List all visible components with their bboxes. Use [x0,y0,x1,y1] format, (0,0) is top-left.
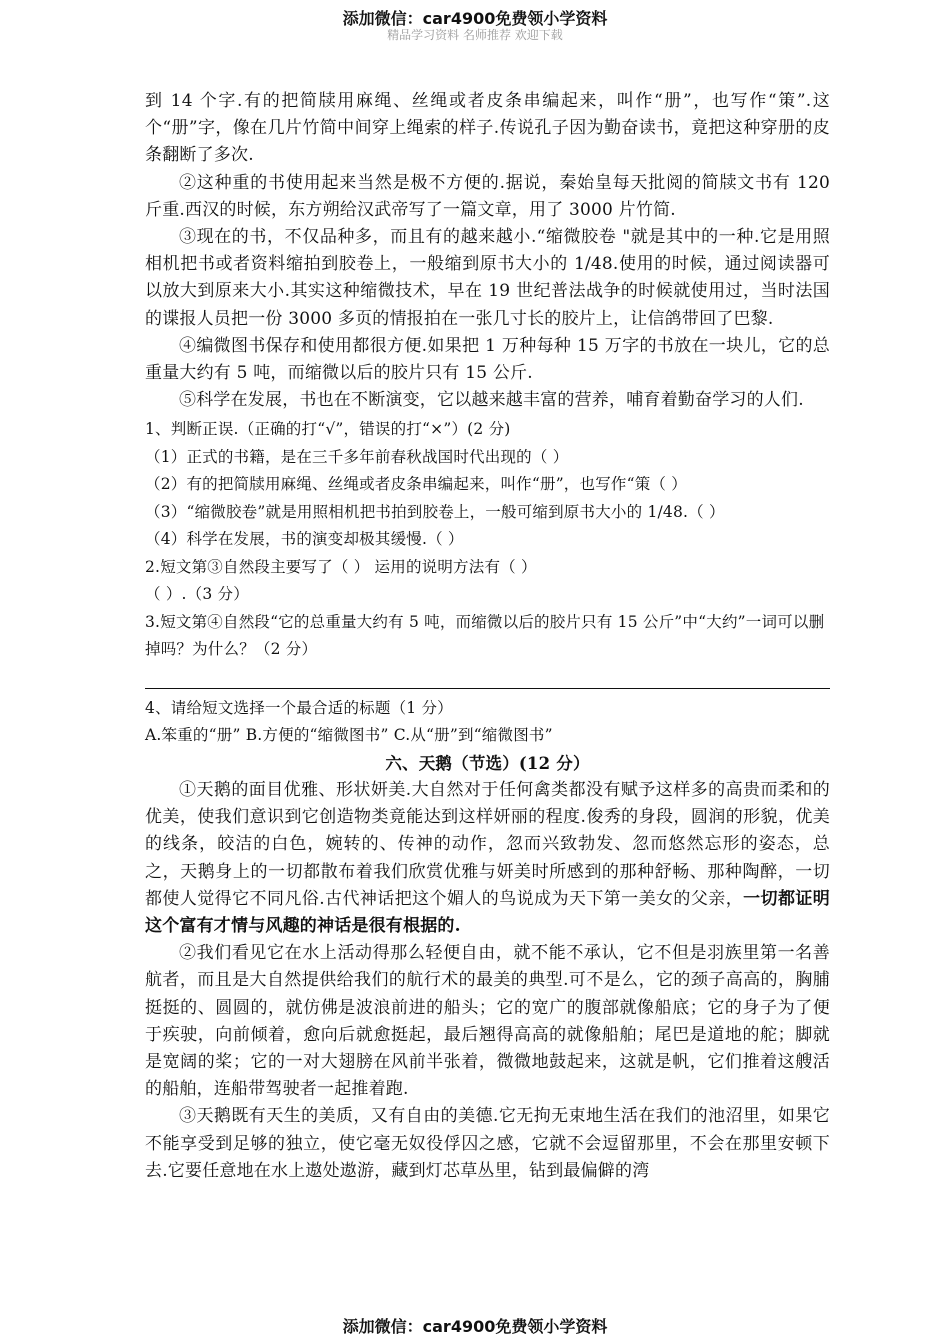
paragraph-2: ②这种重的书使用起来当然是极不方便的.据说，秦始皇每天批阅的简牍文书有 120 斤重.西汉的时候，东方朔给汉武帝写了一篇文章，用了 3000 片竹简. [145,172,830,220]
paragraph-3: ③现在的书，不仅品种多，而且有的越来越小.“缩微胶卷 "就是其中的一种.它是用照相机把书或者资料缩拍到胶卷上，一般缩到原书大小的 1/48.使用的时候，通过阅读器可以放大到原来大小.其实这种缩微技术，早在 19 世纪普法战争的时候就使用过，当时法国的谍报人员把一份 3000 多页的情报拍在一张几寸长的胶片上，让信鸽带回了巴黎. [145,227,830,329]
watermark-bottom: 添加微信：car4900免费领小学资料 [342,1317,608,1336]
document-body [145,88,830,1185]
question-4-options: A.笨重的“册” B.方便的“缩微图书” C.从“册”到“缩微图书” [145,726,553,745]
question-2: 2.短文第③自然段主要写了（ ） 运用的说明方法有（ ） [145,557,537,576]
question-1-item-4: （4）科学在发展，书的演变却极其缓慢.（ ） [145,530,464,549]
question-1-item-2: （2）有的把简牍用麻绳、丝绳或者皮条串编起来，叫作“册”，也写作“策（ ） [145,475,687,494]
swan-paragraph-1 [145,777,830,940]
swan-paragraph-1-text: ①天鹅的面目优雅、形状妍美.大自然对于任何禽类都没有赋予这样多的高贵而柔和的优美，使我们意识到它创造物类竟能达到这样妍丽的程度.俊秀的身段，圆润的形貌，优美的线条，皎洁的白色，婉转的、传神的动作，忽而兴致勃发、忽而悠然忘形的姿态，总之，天鹅身上的一切都散布着我们欣赏优雅与妍美时所感到的那种舒畅、那种陶醉，一切都使人觉得它不同凡俗.古代神话把这个媚人的鸟说成为天下第一美女的父亲， [145,779,830,909]
question-1-item-3: （3）“缩微胶卷”就是用照相机把书拍到胶卷上，一般可缩到原书大小的 1/48.（ ） [145,502,725,521]
answer-line [145,664,830,689]
paragraph-5: ⑤科学在发展，书也在不断演变，它以越来越丰富的营养，哺育着勤奋学习的人们. [179,390,804,411]
question-4: 4、请给短文选择一个最合适的标题（1 分） [145,698,453,717]
swan-paragraph-3: ③天鹅既有天生的美质，又有自由的美德.它无拘无束地生活在我们的池沼里，如果它不能享受到足够的独立，使它毫无奴役俘囚之感，它就不会逗留那里，不会在那里安顿下去.它要任意地在水上遨处遨游，藏到灯芯草丛里，钻到最偏僻的湾 [145,1106,830,1181]
question-1: 1、判断正误.（正确的打“√”，错误的打“×”）(2 分) [145,420,511,439]
question-1-item-1: （1）正式的书籍，是在三千多年前春秋战国时代出现的（ ） [145,447,569,466]
section-6-title: 六、天鹅（节选）(12 分） [385,753,590,773]
swan-paragraph-1-bold: 一切都证明这个富有才情与风趣的神话是很有根据的. [145,888,831,936]
paragraph-4: ④编微图书保存和使用都很方便.如果把 1 万种每种 15 万字的书放在一块儿，它的总重量大约有 5 吨，而缩微以后的胶片只有 15 公斤. [145,335,830,384]
passage-continuation: 到 14 个字.有的把简牍用麻绳、丝绳或者皮条串编起来，叫作“册”，也写作“策”.这个“册”字，像在几片竹简中间穿上绳索的样子.传说孔子因为勤奋读书，竟把这种穿册的皮条翻断了多次. [145,91,830,166]
question-3: 3.短文第④自然段“它的总重量大约有 5 吨，而缩微以后的胶片只有 15 公斤”中“大约”一词可以删掉吗？为什么？（2 分） [145,612,825,659]
swan-paragraph-2: ②我们看见它在水上活动得那么轻便自由，就不能不承认，它不但是羽族里第一名善航者，而且是大自然提供给我们的航行术的最美的典型.可不是么，它的颈子高高的，胸脯挺挺的、圆圆的，就仿佛是波浪前进的船头；它的宽广的腹部就像船底；它的身子为了便于疾驶，向前倾着，愈向后就愈挺起，最后翘得高高的就像船舶；尾巴是道地的舵；脚就是宽阔的桨；它的一对大翅膀在风前半张着，微微地鼓起来，这就是帆，它们推着这艘活的船舶，连船带驾驶者一起推着跑. [145,943,830,1100]
faint-header: 精品学习资料 名师推荐 欢迎下载 [387,28,563,42]
question-2-continuation: （ ）.（3 分） [145,585,249,604]
watermark-top: 添加微信：car4900免费领小学资料 [342,9,608,28]
